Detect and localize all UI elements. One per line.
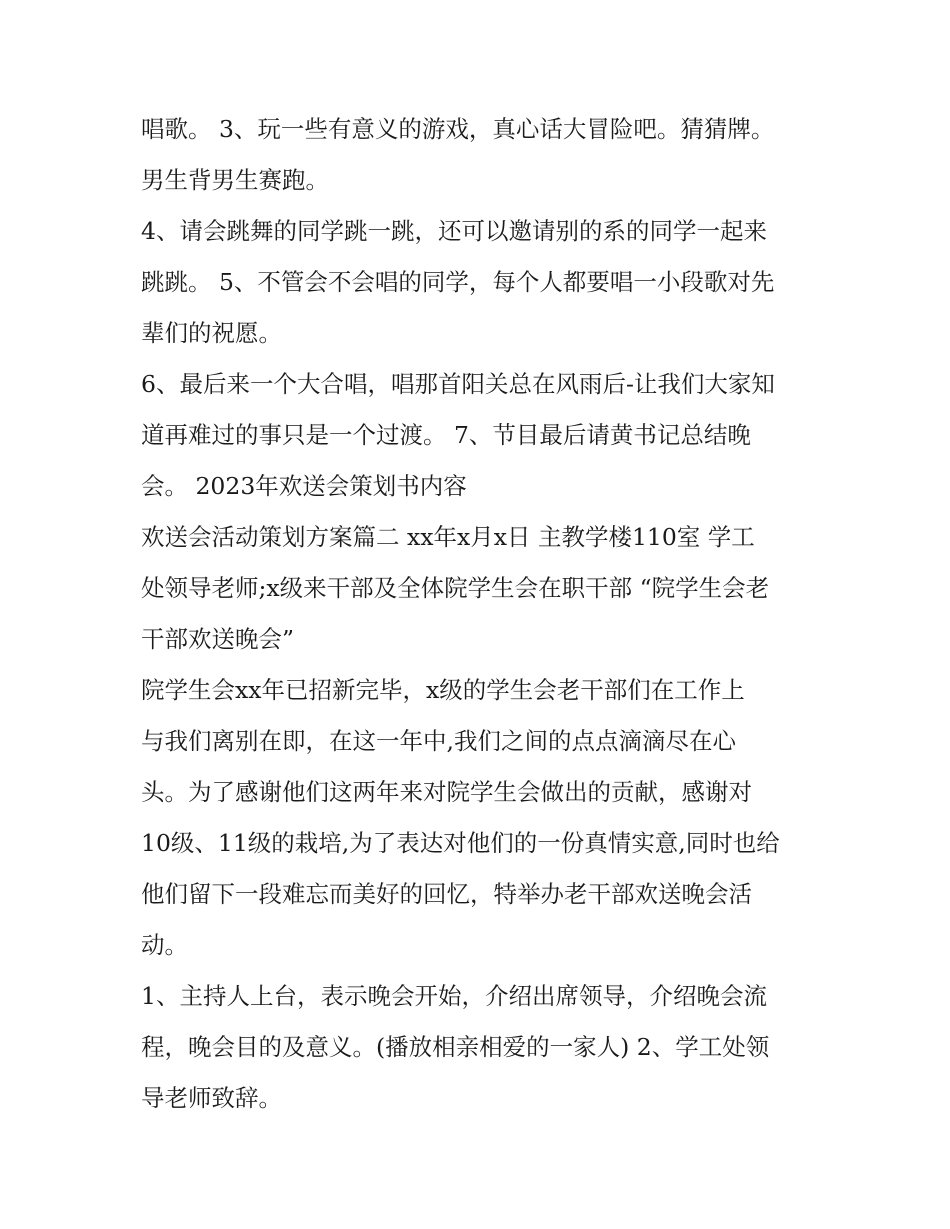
paragraph-2	[141, 206, 821, 359]
text-line: 10级、11级的栽培,为了表达对他们的一份真情实意,同时也给	[141, 829, 780, 857]
text-line: 导老师致辞。	[141, 1084, 282, 1112]
text-line: 1、主持人上台，表示晚会开始，介绍出席领导，介绍晚会流	[141, 982, 767, 1010]
text-line: 动。	[141, 931, 188, 959]
document-body	[141, 104, 821, 1124]
text-line: 他们留下一段难忘而美好的回忆，特举办老干部欢送晚会活	[141, 880, 752, 908]
paragraph-6	[141, 971, 821, 1124]
text-line: 处领导老师;x级来干部及全体院学生会在职干部 “院学生会老	[141, 574, 770, 602]
text-line: 道再难过的事只是一个过渡。 7、节目最后请黄书记总结晚	[141, 421, 751, 449]
text-line: 程，晚会目的及意义。(播放相亲相爱的一家人) 2、学工处领	[141, 1033, 770, 1061]
paragraph-5	[141, 665, 821, 971]
text-line: 4、请会跳舞的同学跳一跳，还可以邀请别的系的同学一起来	[141, 217, 767, 245]
text-line: 6、最后来一个大合唱，唱那首阳关总在风雨后-让我们大家知	[141, 370, 775, 398]
text-line: 会。 2023年欢送会策划书内容	[141, 472, 467, 500]
paragraph-4	[141, 512, 821, 665]
text-line: 院学生会xx年已招新完毕，x级的学生会老干部们在工作上	[141, 676, 745, 704]
text-line: 与我们离别在即，在这一年中,我们之间的点点滴滴尽在心	[141, 727, 736, 755]
text-line: 男生背男生赛跑。	[141, 166, 329, 194]
text-line: 跳跳。 5、不管会不会唱的同学，每个人都要唱一小段歌对先	[141, 268, 775, 296]
paragraph-1	[141, 104, 821, 206]
text-line: 辈们的祝愿。	[141, 319, 282, 347]
text-line: 头。为了感谢他们这两年来对院学生会做出的贡献，感谢对	[141, 778, 752, 806]
text-line: 唱歌。 3、玩一些有意义的游戏，真心话大冒险吧。猜猜牌。	[141, 115, 775, 143]
text-line: 干部欢送晚会”	[141, 625, 295, 653]
text-line: 欢送会活动策划方案篇二 xx年x月x日 主教学楼110室 学工	[141, 523, 755, 551]
paragraph-3	[141, 359, 821, 512]
